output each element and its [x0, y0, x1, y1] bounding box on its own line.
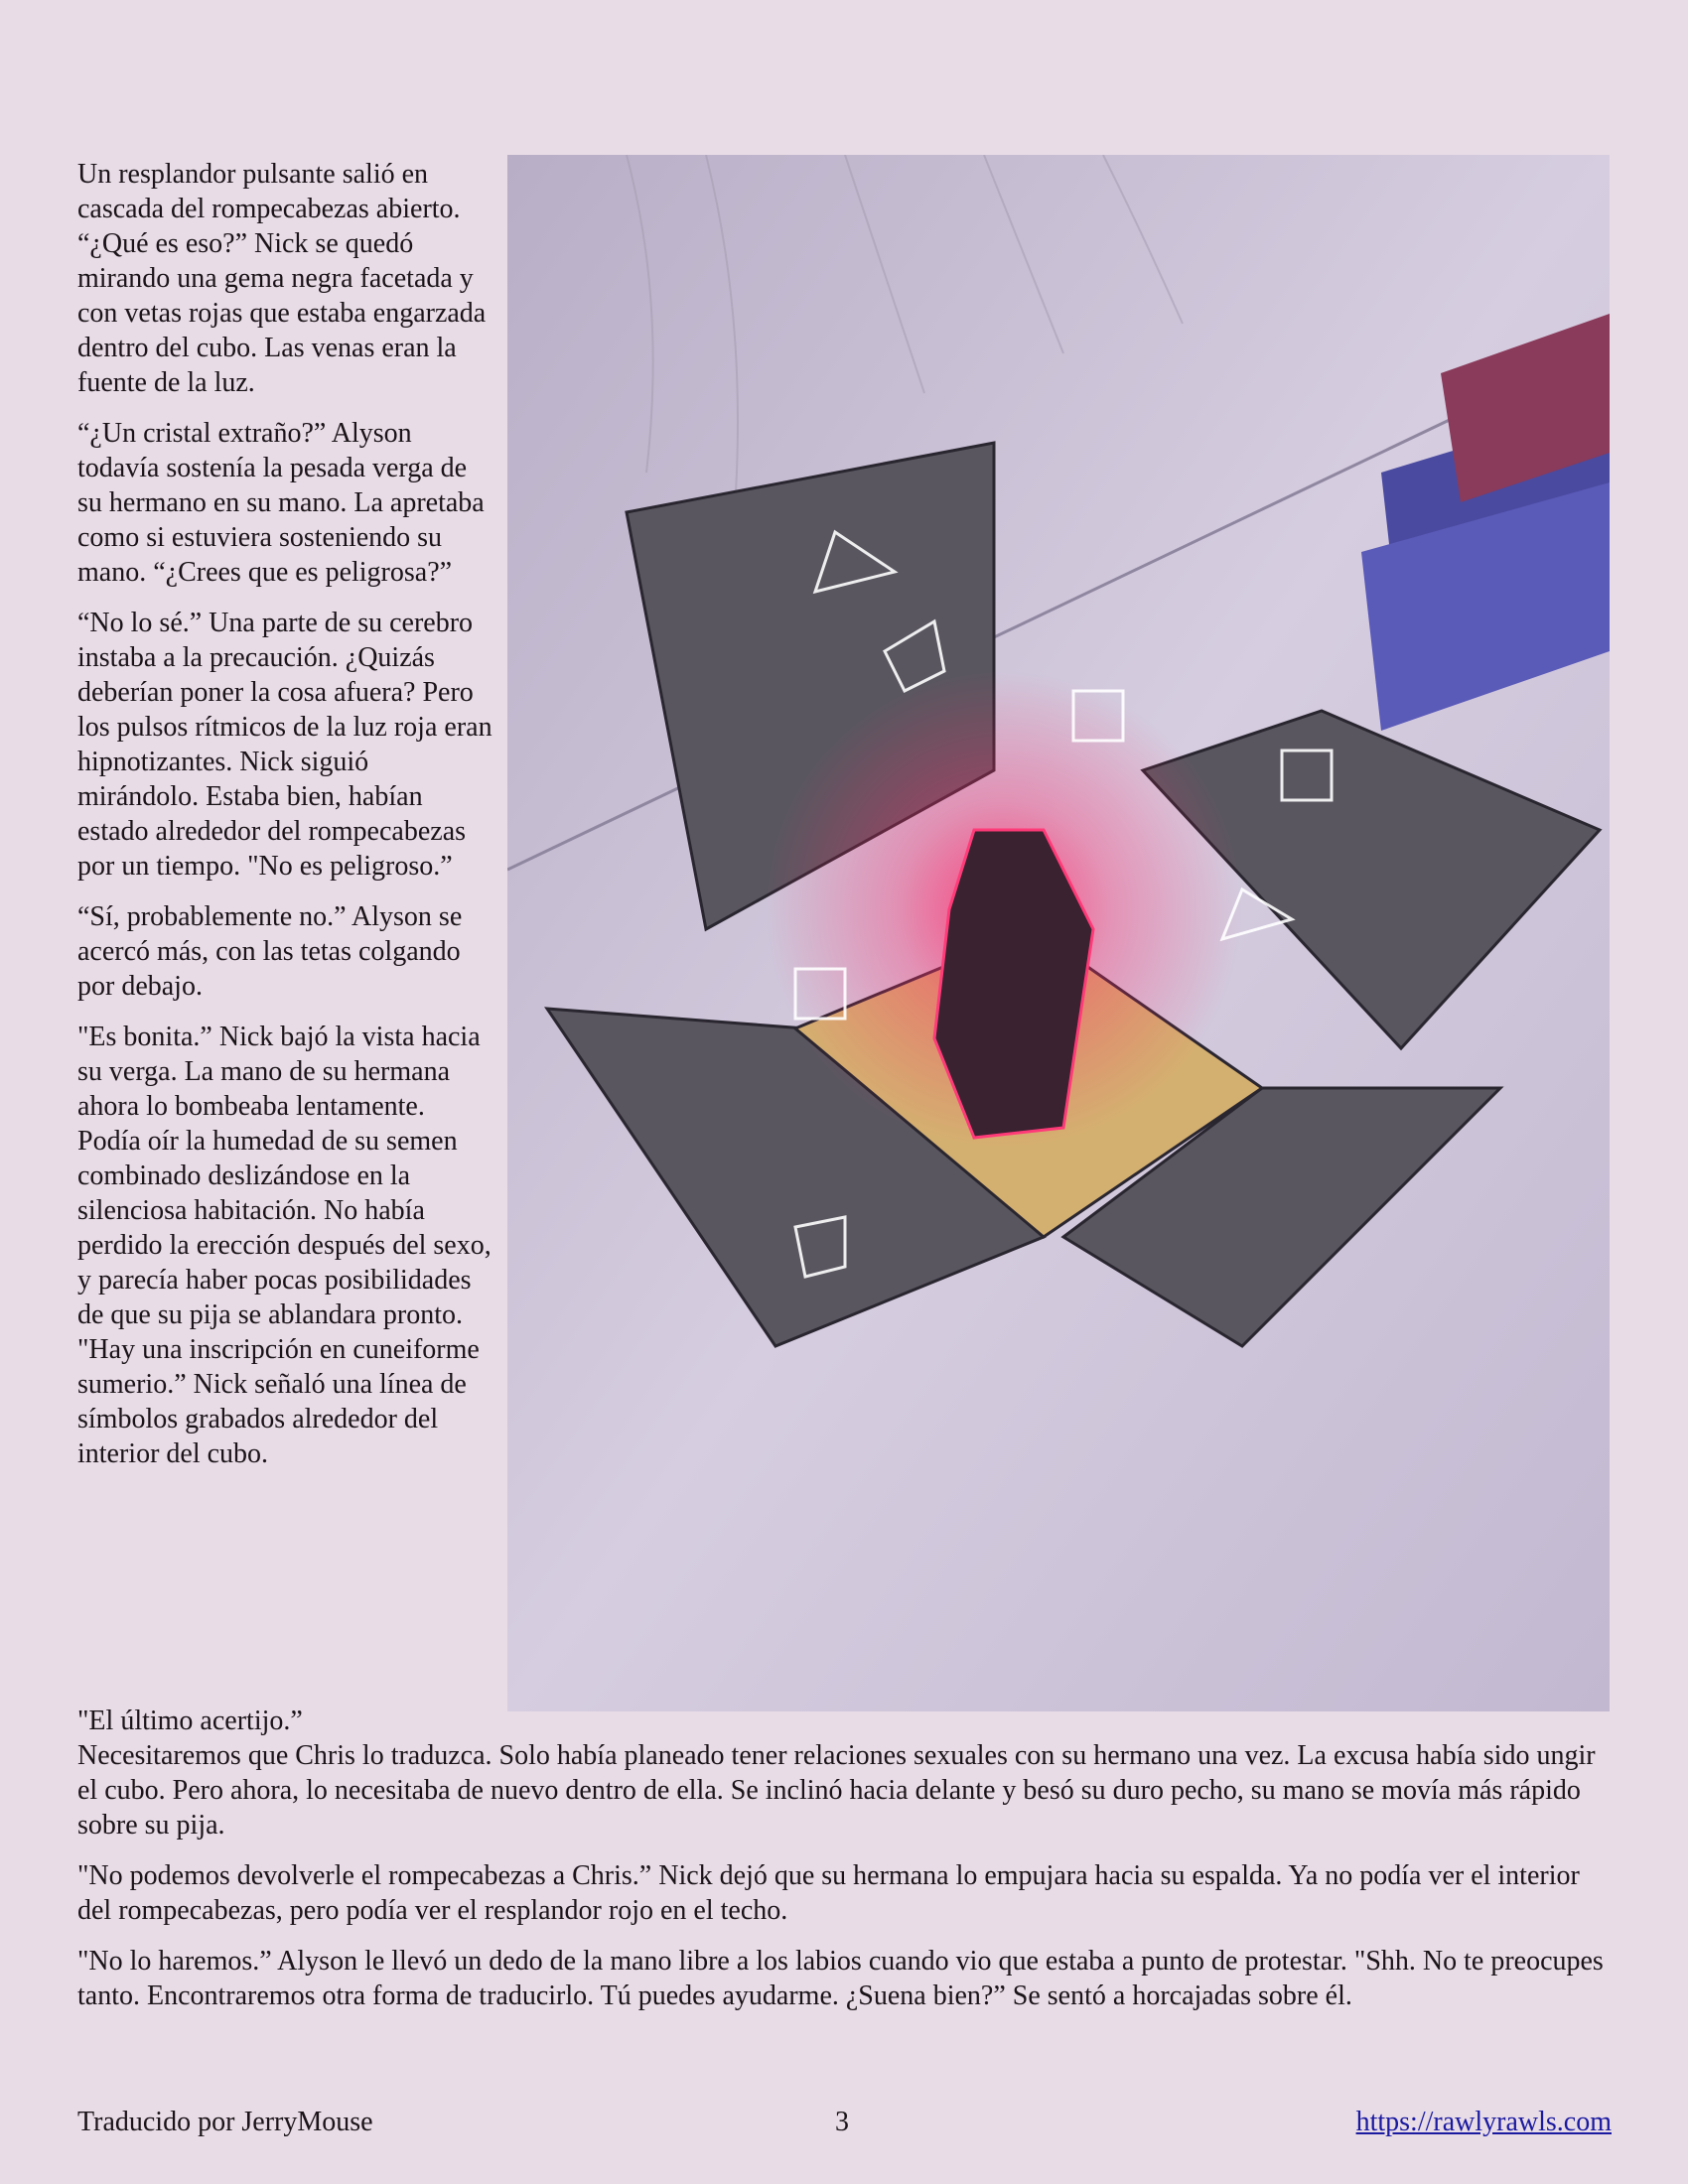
page-footer	[77, 2105, 1612, 2144]
paragraph: "No lo haremos.” Alyson le llevó un dedo de la mano libre a los labios cuando vio que estaba a punto de protestar. "Shh. No te preocupes tanto. Encontraremos otra forma de traducirlo. Tú puedes ayudarme. ¿Suena bien?” Se sentó a horcajadas sobre él.	[77, 1946, 1604, 2011]
illustration-puzzle-cube	[507, 155, 1610, 1711]
continuation-line: "El último acertijo.”	[77, 1706, 303, 1736]
paragraph: "Es bonita.” Nick bajó la vista hacia su verga. La mano de su hermana ahora lo bombeaba lentamente. Podía oír la humedad de su semen combinado deslizándose en la silenciosa habitación. No había perdido la erección después del sexo, y parecía haber pocas posibilidades de que su pija se ablandara pronto. "Hay una inscripción en cuneiforme sumerio.” Nick señaló una línea de símbolos grabados alrededor del interior del cubo.	[77, 1022, 492, 1469]
paragraph: “Sí, probablemente no.” Alyson se acercó más, con las tetas colgando por debajo.	[77, 901, 463, 1002]
paragraph: Un resplandor pulsante salió en cascada del rompecabezas abierto. “¿Qué es eso?” Nick se quedó mirando una gema negra facetada y con vetas rojas que estaba engarzada dentro del cubo. Las venas eran la fuente de la luz.	[77, 159, 487, 398]
translator-credit: Traducido por JerryMouse	[77, 2107, 373, 2137]
full-width-text	[77, 1704, 1612, 2029]
paragraph: “¿Un cristal extraño?” Alyson todavía sostenía la pesada verga de su hermano en su mano. La apretaba como si estuviera sosteniendo su mano. “¿Crees que es peligrosa?”	[77, 418, 485, 588]
paragraph: “No lo sé.” Una parte de su cerebro instaba a la precaución. ¿Quizás deberían poner la cosa afuera? Pero los pulsos rítmicos de la luz roja eran hipnotizantes. Nick siguió mirándolo. Estaba bien, habían estado alrededor del rompecabezas por un tiempo. "No es peligroso.”	[77, 608, 492, 882]
paragraph: Necesitaremos que Chris lo traduzca. Solo había planeado tener relaciones sexuales con su hermano una vez. La excusa había sido ungir el cubo. Pero ahora, lo necesitaba de nuevo dentro de ella. Se inclinó hacia delante y besó su duro pecho, su mano se movía más rápido sobre su pija.	[77, 1740, 1596, 1841]
page-number: 3	[835, 2107, 849, 2137]
left-text-column	[77, 157, 494, 1487]
paragraph: "No podemos devolverle el rompecabezas a Chris.” Nick dejó que su hermana lo empujara hacia su espalda. Ya no podía ver el interior del rompecabezas, pero podía ver el resplandor rojo en el techo.	[77, 1860, 1580, 1926]
website-link[interactable]: https://rawlyrawls.com	[1355, 2107, 1612, 2137]
